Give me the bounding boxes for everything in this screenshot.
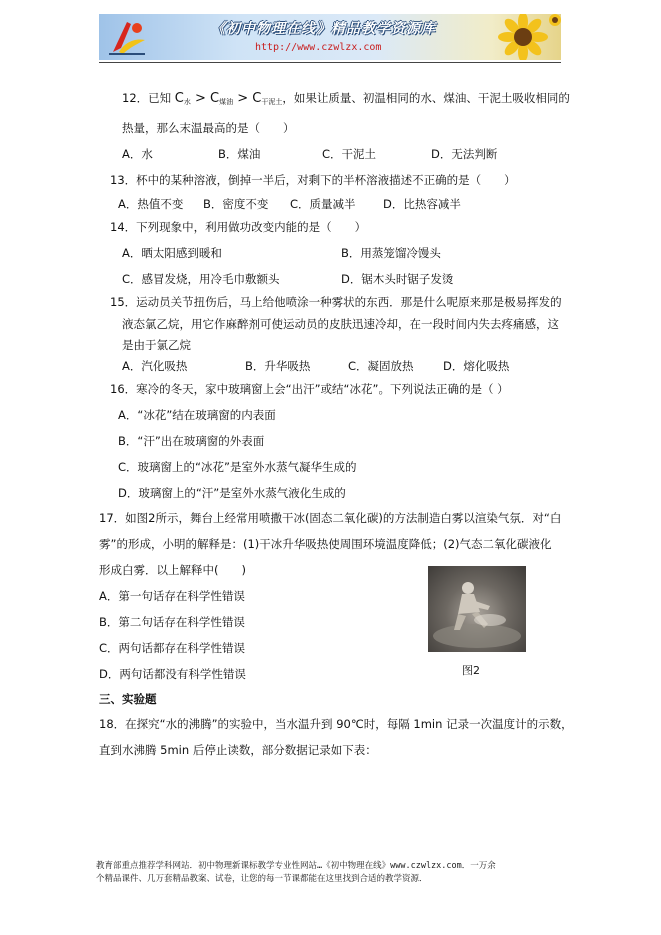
q18-stem-line2: 直到水沸腾 5min 后停止读数，部分数据记录如下表： [99, 743, 377, 757]
q16-option-b: B．“汗”出在玻璃窗的外表面 [118, 434, 265, 448]
q12-gt-1: > [190, 91, 211, 106]
q15-stem-line2: 液态氯乙烷，用它作麻醉剂可使运动员的皮肤迅速冷却，在一段时间内失去疼痛感，这 [122, 317, 559, 331]
site-logo-icon [105, 18, 149, 56]
banner-title: 《初中物理在线》精品教学资源库 [211, 21, 436, 37]
q17-stem-line3: 形成白雾．以上解释中( ) [99, 563, 246, 577]
q14-option-b: B．用蒸笼馏冷馒头 [341, 246, 441, 260]
stage-performer-illustration [428, 566, 526, 652]
q14-stem: 14．下列现象中，利用做功改变内能的是（ ） [110, 220, 367, 234]
q14-option-c: C．感冒发烧，用冷毛巾敷额头 [122, 272, 280, 286]
q13-option-d: D．比热容减半 [383, 197, 461, 211]
q13-option-a: A．热值不变 [118, 197, 184, 211]
q17-option-d: D．两句话都没有科学性错误 [99, 667, 246, 681]
q13-option-b: B．密度不变 [203, 197, 269, 211]
q12-sub-soil: 干泥土 [261, 98, 283, 106]
q12-c-kerosene: C [210, 91, 220, 106]
page-footer [96, 860, 566, 886]
q12-gt-2: > [233, 91, 253, 106]
section-3-title: 三、实验题 [99, 692, 157, 706]
sunflower-icon [483, 14, 561, 60]
q12-stem [122, 90, 570, 110]
q17-stem-line2: 雾”的形成，小明的解释是：(1)干冰升华吸热使周围环境温度降低；(2)气态二氧化碳液化 [99, 537, 552, 551]
q15-option-c: C．凝固放热 [348, 359, 414, 373]
q12-c-water: C [174, 91, 184, 106]
q12-c-soil: C [252, 91, 262, 106]
q12-option-c: C．干泥土 [322, 147, 377, 161]
q12-stem-line2: 热量，那么末温最高的是（ ） [122, 121, 295, 135]
q15-option-b: B．升华吸热 [245, 359, 311, 373]
header-banner [99, 14, 561, 60]
q18-stem-line1: 18．在探究“水的沸腾”的实验中，当水温升到 90℃时，每隔 1min 记录一次温度计的示数， [99, 717, 573, 731]
q17-option-b: B．第二句话存在科学性错误 [99, 615, 245, 629]
q13-option-c: C．质量减半 [290, 197, 356, 211]
q12-option-d: D．无法判断 [431, 147, 498, 161]
figure-2-caption: 图2 [462, 664, 480, 677]
footer-line-1: 教育部重点推荐学科网站．初中物理新课标教学专业性网站…《初中物理在线》www.czwlzx.com．一万余 [96, 861, 496, 871]
q16-option-c: C．玻璃窗上的“冰花”是室外水蒸气凝华生成的 [118, 460, 357, 474]
q12-sub-kerosene: 煤油 [219, 98, 234, 106]
q14-option-a: A．晒太阳感到暖和 [122, 246, 222, 260]
q15-stem-line3: 是由于氯乙烷 [122, 338, 191, 352]
q15-stem-line1: 15．运动员关节扭伤后，马上给他喷涂一种雾状的东西．那是什么呢原来那是极易挥发的 [110, 295, 562, 309]
q12-stem-suffix: ，如果让质量、初温相同的水、煤油、干泥土吸收相同的 [282, 91, 570, 105]
q16-option-d: D．玻璃窗上的“汗”是室外水蒸气液化生成的 [118, 486, 346, 500]
q17-option-c: C．两句话都存在科学性错误 [99, 641, 246, 655]
q17-stem-line1: 17．如图2所示，舞台上经常用喷撒干冰(固态二氧化碳)的方法制造白雾以渲染气氛．对“白 [99, 511, 562, 525]
q12-stem-prefix: 12．已知 [122, 91, 175, 105]
header-divider [99, 62, 561, 63]
q12-option-a: A．水 [122, 147, 153, 161]
q14-option-d: D．锯木头时锯子发烫 [341, 272, 454, 286]
q17-option-a: A．第一句话存在科学性错误 [99, 589, 245, 603]
footer-line-2: 个精品课件、几万套精品教案、试卷，让您的每一节课都能在这里找到合适的教学资源． [96, 874, 428, 884]
figure-2-stage-photo [428, 566, 526, 652]
q15-option-d: D．熔化吸热 [443, 359, 510, 373]
q12-sub-water: 水 [183, 98, 191, 106]
q16-option-a: A．“冰花”结在玻璃窗的内表面 [118, 408, 276, 422]
q16-stem: 16．寒冷的冬天，家中玻璃窗上会“出汗”或结“冰花”。下列说法正确的是（ ） [110, 382, 509, 396]
q12-option-b: B．煤油 [218, 147, 261, 161]
q15-option-a: A．汽化吸热 [122, 359, 188, 373]
q13-stem: 13．杯中的某种溶液，倒掉一半后，对剩下的半杯溶液描述不正确的是（ ） [110, 173, 516, 187]
banner-url[interactable]: http://www.czwlzx.com [255, 42, 382, 53]
